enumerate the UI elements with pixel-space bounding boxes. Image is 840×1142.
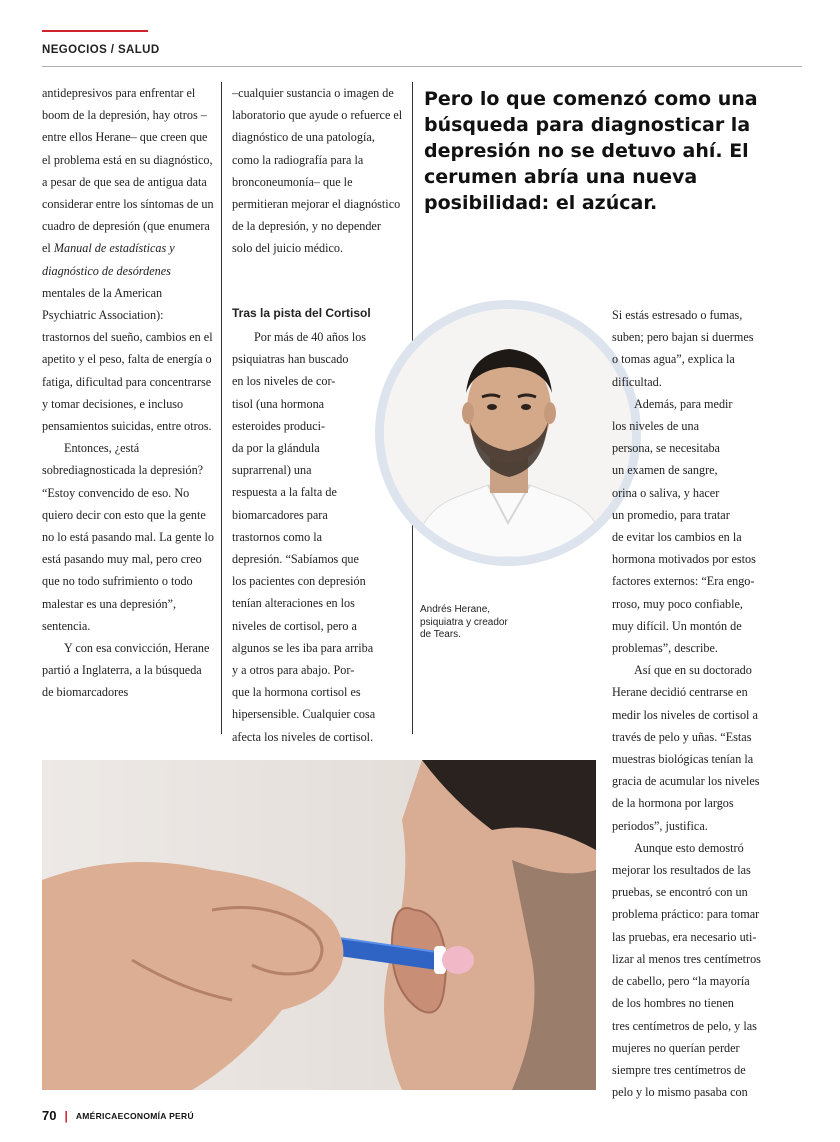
section-accent-rule (42, 30, 148, 32)
text-line: de evitar los cambios en la (612, 530, 742, 545)
text-line: Así que en su doctorado (634, 663, 752, 678)
paragraph (232, 326, 404, 748)
section-label: NEGOCIOS / SALUD (42, 44, 160, 56)
text-line: problema práctico: para tomar (612, 907, 760, 922)
text-line: de los hombres no tienen (612, 996, 734, 1011)
text-line: problemas”, describe. (612, 641, 718, 656)
text-line: suprarrenal) una (232, 463, 312, 478)
text-line: muestras biológicas tenían la (612, 752, 754, 767)
text-line: de cabello, pero “la mayoría (612, 974, 750, 989)
text-line: las pruebas, era necesario uti- (612, 929, 757, 944)
paragraph (612, 304, 792, 1103)
text-line: Además, para medir (634, 396, 733, 411)
text-line: rroso, muy poco confiable, (612, 596, 743, 611)
text-line: mujeres no querían perder (612, 1040, 740, 1055)
article-column-1 (42, 82, 214, 704)
text-line: periodos”, justifica. (612, 818, 708, 833)
text-line: biomarcadores para (232, 507, 328, 522)
text-line: afecta los niveles de cortisol. (232, 729, 374, 744)
footer-separator: | (64, 1108, 68, 1123)
header-divider (42, 66, 802, 67)
text-line: dificultad. (612, 374, 662, 389)
text-line: psiquiatras han buscado (232, 352, 349, 367)
article-column-3 (612, 304, 792, 1103)
text-line: hipersensible. Cualquier cosa (232, 707, 376, 722)
portrait-photo (384, 309, 632, 557)
text-line: Herane decidió centrarse en (612, 685, 748, 700)
column-divider (221, 82, 222, 734)
text-line: pruebas, se encontró con un (612, 885, 748, 900)
text-line: suben; pero bajan si duermes (612, 330, 754, 345)
text-line: respuesta a la falta de (232, 485, 337, 500)
magazine-name: AMÉRICAECONOMÍA PERÚ (75, 1110, 194, 1121)
text-line: niveles de cortisol, pero a (232, 618, 357, 633)
text-line: de la hormona por largos (612, 796, 734, 811)
pull-quote: Pero lo que comenzó como una búsqueda para diagnosticar la depresión no se detuvo ahí. El cerumen abría una nueva posibilidad: el azúcar. (424, 88, 758, 214)
subheading: Tras la pista del Cortisol (232, 306, 371, 320)
paragraph: Y con esa convicción, Herane partió a Inglaterra, a la búsqueda de biomarcadores (42, 641, 210, 700)
text-line: factores externos: “Era engo- (612, 574, 755, 589)
page-footer (42, 1108, 194, 1123)
article-column-2-subsection (232, 304, 404, 748)
text-line: pelo y lo mismo pasaba con (612, 1085, 748, 1100)
text-line: un promedio, para tratar (612, 507, 730, 522)
text-line: Si estás estresado o fumas, (612, 308, 743, 322)
text-line: da por la glándula (232, 441, 320, 456)
text-line: los pacientes con depresión (232, 574, 366, 589)
text-line: Por más de 40 años los (254, 330, 367, 344)
text-line: que la hormona cortisol es (232, 685, 361, 700)
text-line: y a otros para abajo. Por- (232, 663, 355, 678)
text-line: tisol (una hormona (232, 396, 325, 411)
text-line: hormona motivados por estos (612, 552, 756, 567)
ear-swab-illustration (42, 760, 596, 1090)
article-column-2 (232, 82, 404, 260)
text-line: un examen de sangre, (612, 463, 718, 478)
text-line: esteroides produci- (232, 418, 326, 433)
text-line: o tomas agua”, explica la (612, 352, 735, 367)
text-line: algunos se les iba para arriba (232, 640, 374, 655)
text-line: siempre tres centímetros de (612, 1062, 746, 1077)
text-line: través de pelo y uñas. “Estas (612, 729, 752, 744)
text-line: orina o saliva, y hacer (612, 485, 720, 500)
text-line: Aunque esto demostró (634, 840, 744, 855)
text-line: medir los niveles de cortisol a (612, 707, 758, 722)
paragraph: –cualquier sustancia o imagen de laboratorio que ayude o refuerce el diagnóstico de una patología, como la radiografía para la bronconeumonía– que le permitieran mejorar el diagnóstico de la depresión, y no depender solo del juicio médico. (232, 86, 403, 256)
text-line: depresión. “Sabíamos que (232, 552, 359, 567)
ear-swab-photo (42, 760, 596, 1090)
paragraph: Entonces, ¿está sobrediagnosticada la depresión? “Estoy convencido de eso. No quiero decir con esto que la gente no lo está pasando mal. La gente lo está pasando muy mal, pero creo que no todo sufrimiento o todo malestar es una depresión”, sentencia. (42, 441, 214, 633)
text-line: tenían alteraciones en los (232, 596, 355, 611)
text-line: trastornos como la (232, 529, 323, 544)
page-number: 70 (42, 1108, 57, 1123)
text-line: persona, se necesitaba (612, 441, 720, 456)
text-line: muy difícil. Un montón de (612, 618, 742, 633)
text-line: lizar al menos tres centímetros (612, 951, 761, 966)
text-line: tres centímetros de pelo, y las (612, 1018, 757, 1033)
paragraph: antidepresivos para enfrentar el boom de la depresión, hay otros –entre ellos Herane– que creen que el problema está en su diagnóstico, a pesar de que sea de antigua data considerar entre los síntomas de un cuadro de depresión (que enumera el Manual de estadísticas y diagnóstico de desórdenes mentales de la American Psychiatric Association): trastornos del sueño, cambios en el apetito y el peso, falta de energía o fatiga, dificultad para concentrarse y tomar decisiones, e incluso pensamientos suicidas, entre otros. (42, 86, 214, 434)
text-line: los niveles de una (612, 419, 699, 434)
text-line: gracia de acumular los niveles (612, 774, 760, 789)
text-line: mejorar los resultados de las (612, 863, 751, 878)
man-portrait-illustration (384, 309, 632, 557)
photo-caption: Andrés Herane, psiquiatra y creador de Tears. (420, 604, 508, 640)
text-line: en los niveles de cor- (232, 374, 336, 389)
